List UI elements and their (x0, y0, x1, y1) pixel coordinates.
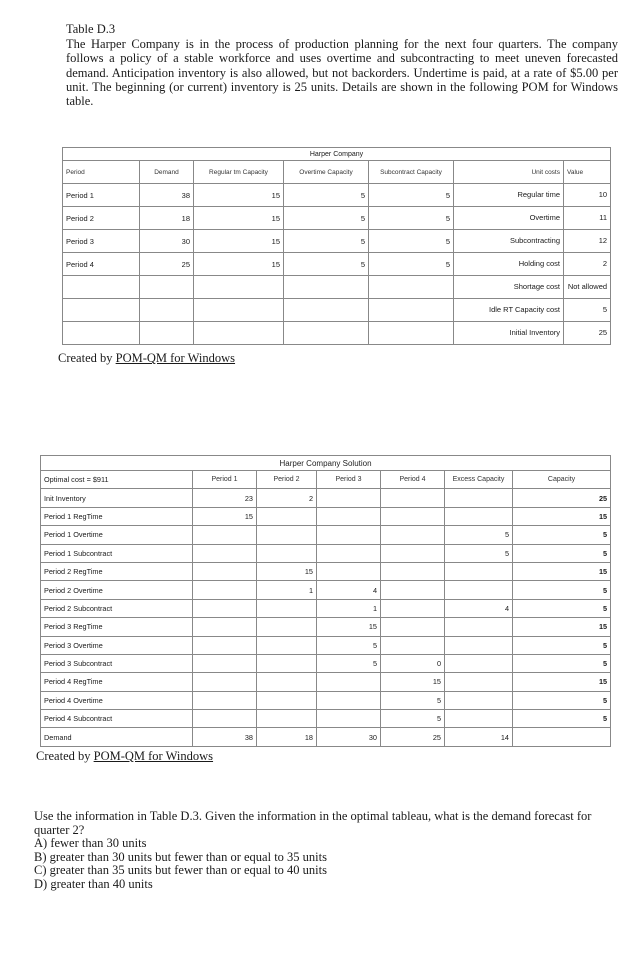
intro-block (66, 22, 618, 108)
table-row (41, 544, 611, 562)
overtime-capacity-cell: 5 (284, 230, 369, 253)
unit-cost-value-cell: 2 (564, 253, 611, 276)
regular-capacity-cell (194, 276, 284, 299)
excess-capacity-cell: 4 (445, 599, 513, 617)
created-by-note-2: Created by POM-QM for Windows (36, 748, 214, 763)
table-row (63, 230, 611, 253)
table-row (63, 322, 611, 345)
period-cell: Period 2 (63, 207, 140, 230)
capacity-cell: 15 (513, 562, 611, 580)
period-3-cell (317, 710, 381, 728)
period-1-cell: 23 (193, 489, 257, 507)
period-2-cell (257, 691, 317, 709)
period-4-cell (381, 581, 445, 599)
harper-solution-table (36, 455, 610, 764)
table1-header-5: Unit costs (454, 161, 564, 184)
regular-capacity-cell: 15 (194, 230, 284, 253)
period-4-cell (381, 599, 445, 617)
table1-title: Harper Company (63, 148, 611, 161)
period-3-cell: 4 (317, 581, 381, 599)
table2-header-3: Period 4 (381, 471, 445, 489)
period-3-cell: 5 (317, 636, 381, 654)
table-row (41, 489, 611, 507)
period-1-cell: 38 (193, 728, 257, 746)
answer-options (34, 837, 594, 891)
capacity-cell: 5 (513, 581, 611, 599)
unit-cost-value-cell: 10 (564, 184, 611, 207)
unit-cost-label-cell: Subcontracting (454, 230, 564, 253)
overtime-capacity-cell (284, 276, 369, 299)
period-1-cell (193, 526, 257, 544)
harper-company-table (58, 147, 610, 366)
unit-cost-label-cell: Shortage cost (454, 276, 564, 299)
table-row (41, 691, 611, 709)
excess-capacity-cell: 5 (445, 526, 513, 544)
source-label-cell: Period 2 RegTime (41, 562, 193, 580)
period-3-cell: 15 (317, 618, 381, 636)
unit-cost-value-cell: 5 (564, 299, 611, 322)
period-3-cell (317, 562, 381, 580)
demand-cell: 25 (140, 253, 194, 276)
excess-capacity-cell: 14 (445, 728, 513, 746)
table2-header-5: Capacity (513, 471, 611, 489)
period-cell (63, 276, 140, 299)
capacity-cell: 5 (513, 691, 611, 709)
demand-cell (140, 276, 194, 299)
period-cell (63, 299, 140, 322)
capacity-cell: 5 (513, 544, 611, 562)
excess-capacity-cell (445, 507, 513, 525)
period-2-cell (257, 599, 317, 617)
period-1-cell (193, 691, 257, 709)
capacity-cell: 15 (513, 507, 611, 525)
regular-capacity-cell: 15 (194, 207, 284, 230)
source-label-cell: Period 3 RegTime (41, 618, 193, 636)
source-label-cell: Period 4 RegTime (41, 673, 193, 691)
period-2-cell: 18 (257, 728, 317, 746)
table-row (63, 184, 611, 207)
demand-cell: 30 (140, 230, 194, 253)
excess-capacity-cell (445, 710, 513, 728)
table1-header-0: Period (63, 161, 140, 184)
period-1-cell (193, 562, 257, 580)
unit-cost-value-cell: 11 (564, 207, 611, 230)
table1-header-1: Demand (140, 161, 194, 184)
subcontract-capacity-cell: 5 (369, 253, 454, 276)
period-2-cell: 1 (257, 581, 317, 599)
table-row (41, 618, 611, 636)
source-label-cell: Period 3 Subcontract (41, 654, 193, 672)
table-row (63, 299, 611, 322)
pom-qm-link[interactable]: POM-QM for Windows (115, 351, 236, 365)
table-row (41, 526, 611, 544)
period-4-cell (381, 526, 445, 544)
subcontract-capacity-cell: 5 (369, 184, 454, 207)
table-row (41, 562, 611, 580)
table-row (63, 276, 611, 299)
period-1-cell (193, 710, 257, 728)
table2-header-0: Period 1 (193, 471, 257, 489)
period-cell: Period 1 (63, 184, 140, 207)
period-3-cell (317, 544, 381, 562)
pom-qm-link-2[interactable]: POM-QM for Windows (93, 748, 214, 763)
table-row (41, 581, 611, 599)
period-cell (63, 322, 140, 345)
period-4-cell: 5 (381, 691, 445, 709)
regular-capacity-cell (194, 322, 284, 345)
period-cell: Period 4 (63, 253, 140, 276)
subcontract-capacity-cell (369, 322, 454, 345)
excess-capacity-cell (445, 618, 513, 636)
period-3-cell (317, 691, 381, 709)
period-3-cell (317, 489, 381, 507)
period-1-cell: 15 (193, 507, 257, 525)
unit-cost-value-cell: Not allowed (564, 276, 611, 299)
source-label-cell: Period 2 Subcontract (41, 599, 193, 617)
capacity-cell: 5 (513, 526, 611, 544)
regular-capacity-cell: 15 (194, 184, 284, 207)
period-2-cell (257, 710, 317, 728)
demand-cell: 38 (140, 184, 194, 207)
intro-paragraph: The Harper Company is in the process of production planning for the next four quarters. The company follows a policy of a stable workforce and uses overtime and subcontracting to meet uneven forecasted demand. Anticipation inventory is also allowed, but not backorders. Undertime is paid, at a rate of $5.00 per unit. The beginning (or current) inventory is 25 units. Details are shown in the following POM for Windows table. (66, 37, 618, 109)
unit-cost-label-cell: Overtime (454, 207, 564, 230)
period-2-cell (257, 636, 317, 654)
table-row (41, 507, 611, 525)
excess-capacity-cell (445, 489, 513, 507)
answer-option-a: A) fewer than 30 units (34, 836, 147, 850)
input-table (62, 147, 611, 345)
unit-cost-value-cell: 25 (564, 322, 611, 345)
period-4-cell (381, 562, 445, 580)
overtime-capacity-cell: 5 (284, 253, 369, 276)
overtime-capacity-cell (284, 322, 369, 345)
demand-cell (140, 299, 194, 322)
capacity-cell: 15 (513, 618, 611, 636)
table-row (41, 728, 611, 746)
source-label-cell: Period 1 Overtime (41, 526, 193, 544)
period-2-cell: 15 (257, 562, 317, 580)
period-4-cell: 0 (381, 654, 445, 672)
period-3-cell (317, 526, 381, 544)
excess-capacity-cell (445, 654, 513, 672)
period-4-cell (381, 544, 445, 562)
question-text: Use the information in Table D.3. Given the information in the optimal tableau, what is the demand forecast for quarter 2? (34, 809, 592, 837)
regular-capacity-cell: 15 (194, 253, 284, 276)
period-2-cell (257, 544, 317, 562)
table2-title: Harper Company Solution (41, 456, 611, 471)
period-3-cell: 30 (317, 728, 381, 746)
table-row (63, 207, 611, 230)
created-by-note: Created by POM-QM for Windows (58, 351, 236, 365)
source-label-cell: Demand (41, 728, 193, 746)
excess-capacity-cell (445, 562, 513, 580)
period-2-cell (257, 673, 317, 691)
period-1-cell (193, 599, 257, 617)
unit-cost-label-cell: Holding cost (454, 253, 564, 276)
subcontract-capacity-cell (369, 276, 454, 299)
table2-header-1: Period 2 (257, 471, 317, 489)
source-label-cell: Period 3 Overtime (41, 636, 193, 654)
excess-capacity-cell (445, 691, 513, 709)
table1-header-3: Overtime Capacity (284, 161, 369, 184)
demand-cell (140, 322, 194, 345)
answer-option-b: B) greater than 30 units but fewer than or equal to 35 units (34, 849, 327, 864)
capacity-cell (513, 728, 611, 746)
table-row (41, 599, 611, 617)
period-4-cell: 25 (381, 728, 445, 746)
table2-header-4: Excess Capacity (445, 471, 513, 489)
capacity-cell: 25 (513, 489, 611, 507)
table1-header-2: Regular tm Capacity (194, 161, 284, 184)
capacity-cell: 5 (513, 636, 611, 654)
table1-header-4: Subcontract Capacity (369, 161, 454, 184)
capacity-cell: 5 (513, 654, 611, 672)
period-3-cell: 5 (317, 654, 381, 672)
source-label-cell: Init Inventory (41, 489, 193, 507)
optimal-cost: Optimal cost = $911 (41, 471, 193, 489)
period-4-cell (381, 636, 445, 654)
period-3-cell (317, 507, 381, 525)
source-label-cell: Period 1 RegTime (41, 507, 193, 525)
period-4-cell (381, 489, 445, 507)
period-2-cell: 2 (257, 489, 317, 507)
capacity-cell: 15 (513, 673, 611, 691)
regular-capacity-cell (194, 299, 284, 322)
question-block (34, 810, 594, 891)
period-2-cell (257, 526, 317, 544)
period-4-cell: 15 (381, 673, 445, 691)
unit-cost-label-cell: Idle RT Capacity cost (454, 299, 564, 322)
solution-table (40, 455, 611, 747)
source-label-cell: Period 1 Subcontract (41, 544, 193, 562)
demand-cell: 18 (140, 207, 194, 230)
table1-header-6: Value (564, 161, 611, 184)
capacity-cell: 5 (513, 710, 611, 728)
overtime-capacity-cell: 5 (284, 184, 369, 207)
excess-capacity-cell: 5 (445, 544, 513, 562)
table-row (41, 636, 611, 654)
period-2-cell (257, 507, 317, 525)
table-row (41, 710, 611, 728)
period-cell: Period 3 (63, 230, 140, 253)
source-label-cell: Period 2 Overtime (41, 581, 193, 599)
period-3-cell: 1 (317, 599, 381, 617)
capacity-cell: 5 (513, 599, 611, 617)
period-1-cell (193, 654, 257, 672)
period-2-cell (257, 654, 317, 672)
table-row (41, 654, 611, 672)
period-1-cell (193, 673, 257, 691)
source-label-cell: Period 4 Overtime (41, 691, 193, 709)
unit-cost-label-cell: Initial Inventory (454, 322, 564, 345)
unit-cost-label-cell: Regular time (454, 184, 564, 207)
period-4-cell (381, 618, 445, 636)
period-1-cell (193, 618, 257, 636)
period-1-cell (193, 544, 257, 562)
table-row (41, 673, 611, 691)
subcontract-capacity-cell: 5 (369, 230, 454, 253)
subcontract-capacity-cell: 5 (369, 207, 454, 230)
excess-capacity-cell (445, 673, 513, 691)
table2-header-2: Period 3 (317, 471, 381, 489)
period-3-cell (317, 673, 381, 691)
excess-capacity-cell (445, 581, 513, 599)
source-label-cell: Period 4 Subcontract (41, 710, 193, 728)
period-4-cell: 5 (381, 710, 445, 728)
unit-cost-value-cell: 12 (564, 230, 611, 253)
answer-option-d: D) greater than 40 units (34, 876, 153, 891)
table-row (63, 253, 611, 276)
overtime-capacity-cell: 5 (284, 207, 369, 230)
table-title: Table D.3 (66, 22, 116, 36)
period-1-cell (193, 581, 257, 599)
answer-option-c: C) greater than 35 units but fewer than or equal to 40 units (34, 863, 327, 877)
period-4-cell (381, 507, 445, 525)
subcontract-capacity-cell (369, 299, 454, 322)
period-2-cell (257, 618, 317, 636)
period-1-cell (193, 636, 257, 654)
overtime-capacity-cell (284, 299, 369, 322)
excess-capacity-cell (445, 636, 513, 654)
